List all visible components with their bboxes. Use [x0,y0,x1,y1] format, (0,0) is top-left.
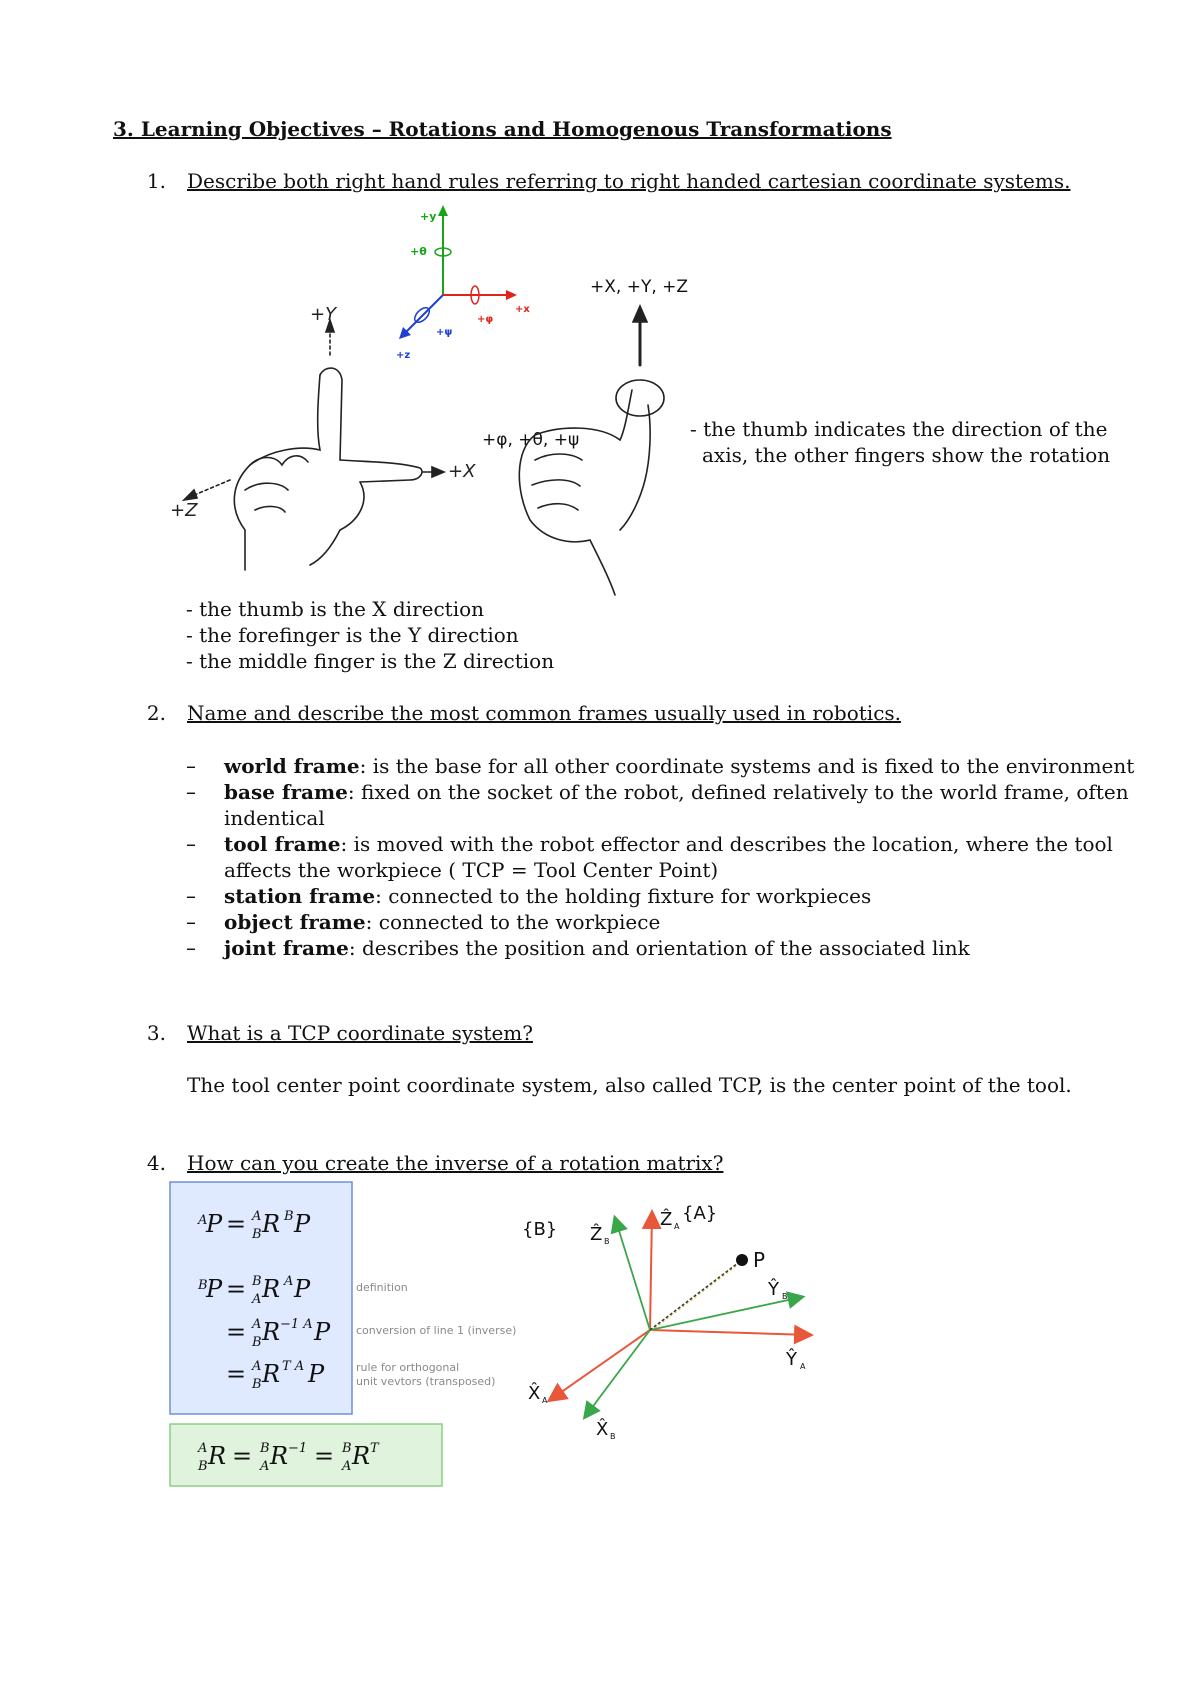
xb-label: X̂ [596,1419,609,1440]
left-hand-drawing [170,304,476,570]
frame-item-base: – base frame: fixed on the socket of the robot, defined relatively to the world frame, often indentical [186,780,1129,830]
svg-text:P: P [294,1210,311,1238]
left-hand-z-label: +Z [170,500,198,521]
xa-label: X̂ [528,1383,541,1404]
svg-text:A: A [284,1274,294,1289]
svg-text:R: R [262,1275,281,1303]
frame-desc-cont: indentical [224,806,325,830]
frame-desc: : connected to the workpiece [365,910,661,934]
svg-text:B: B [198,1278,208,1293]
svg-text:A: A [198,1441,208,1456]
svg-text:A: A [252,1359,262,1374]
frame-item-world: – world frame: is the base for all other coordinate systems and is fixed to the environment [186,754,1135,778]
svg-text:A: A [674,1222,680,1231]
svg-text:R: R [262,1210,281,1238]
svg-text:R: R [270,1442,289,1470]
axis-phi-label: +φ [477,314,494,325]
svg-text:A: A [252,1292,262,1307]
bullet-thumb: - the thumb is the X direction [186,597,485,621]
svg-text:P: P [314,1318,331,1346]
frame-term: base frame [224,780,348,804]
svg-text:−1 A: −1 A [280,1317,313,1332]
svg-text:R: R [208,1442,227,1470]
q2-number: 2. [146,701,166,725]
q4-number: 4. [146,1151,166,1175]
q4-question: How can you create the inverse of a rotation matrix? [187,1151,724,1175]
axis-x-label: +x [515,304,530,315]
svg-text:B: B [284,1209,294,1224]
svg-text:B: B [342,1441,352,1456]
point-p-dot [736,1254,748,1266]
za-label: Ẑ [660,1209,673,1230]
axis-y-label: +y [420,210,437,223]
svg-text:B: B [252,1335,262,1350]
q1-question: Describe both right hand rules referring to right handed cartesian coordinate systems. [187,169,1071,193]
svg-text:A: A [252,1317,262,1332]
svg-text:P: P [308,1360,325,1388]
svg-text:B: B [252,1227,262,1242]
svg-text:=: = [226,1275,247,1303]
frame-item-station: – station frame: connected to the holding fixture for workpieces [186,884,872,908]
svg-text:B: B [260,1441,270,1456]
frame-term: world frame [224,754,360,778]
frame-a-axes [550,1213,810,1400]
right-hand-rotation-label: +φ, +θ, +ψ [482,430,580,450]
q2-question: Name and describe the most common frames usually used in robotics. [187,701,902,725]
note-rule-1: rule for orthogonal [356,1361,460,1374]
formula-line-3 [226,1317,516,1350]
side-note-line-1: - the thumb indicates the direction of the [690,417,1108,441]
svg-text:B: B [252,1274,262,1289]
svg-text:=: = [314,1442,335,1470]
svg-text:T A: T A [282,1359,305,1374]
frame-a-label: {A} [682,1203,718,1224]
q1-number: 1. [146,169,166,193]
svg-text:B: B [782,1292,788,1301]
page-title: 3. Learning Objectives – Rotations and Homogenous Transformations [113,117,892,141]
left-hand-y-label: +Y [310,304,337,325]
svg-text:=: = [226,1360,247,1388]
svg-text:B: B [610,1432,616,1441]
svg-text:B: B [604,1237,610,1246]
svg-text:R: R [262,1360,281,1388]
formula-line-2 [197,1274,408,1307]
svg-text:P: P [206,1210,223,1238]
bullet-middle-finger: - the middle finger is the Z direction [186,649,555,673]
frame-desc-cont: affects the workpiece ( TCP = Tool Center Point) [224,858,719,882]
note-definition: definition [356,1281,408,1294]
frame-b-label: {B} [522,1219,558,1240]
frames-diagram [520,1185,850,1475]
frame-desc: : is moved with the robot effector and describes the location, where the tool [340,832,1113,856]
note-conversion: conversion of line 1 (inverse) [356,1324,517,1337]
svg-text:B: B [198,1459,208,1474]
svg-text:=: = [232,1442,253,1470]
svg-text:A: A [342,1459,352,1474]
q3-question: What is a TCP coordinate system? [187,1021,533,1045]
frame-term: tool frame [224,832,341,856]
right-hand-rule-figure [170,200,890,620]
frame-desc: : connected to the holding fixture for workpieces [375,884,872,908]
ya-label: Ŷ [786,1349,797,1370]
frame-desc: : fixed on the socket of the robot, defined relatively to the world frame, often [347,780,1129,804]
left-hand-x-label: +X [448,461,476,482]
svg-text:A: A [198,1213,208,1228]
frame-desc: : is the base for all other coordinate systems and is fixed to the environment [359,754,1135,778]
frame-desc: : describes the position and orientation of the associated link [348,936,970,960]
svg-text:−1: −1 [288,1441,308,1456]
note-rule-2: unit vevtors (transposed) [356,1375,496,1388]
svg-text:A: A [260,1459,270,1474]
formula-line-4 [226,1359,495,1392]
yb-label: Ŷ [768,1279,779,1300]
frame-item-joint: – joint frame: describes the position and orientation of the associated link [186,936,970,960]
svg-text:A: A [542,1396,548,1405]
svg-text:=: = [226,1210,247,1238]
bullet-forefinger: - the forefinger is the Y direction [186,623,519,647]
right-hand-axes-label: +X, +Y, +Z [590,277,689,297]
axis-z-label: +z [396,350,411,361]
frame-item-tool: – tool frame: is moved with the robot effector and describes the location, where the tool affects the workpiece ( TCP = Tool Center Point) [186,832,1113,882]
axis-psi-label: +ψ [436,327,453,338]
axes-triad [396,205,530,361]
svg-text:B: B [252,1377,262,1392]
frame-item-object: – object frame: connected to the workpiece [186,910,661,934]
point-p-label: P [753,1248,766,1272]
frame-b-axes [585,1218,802,1417]
rotation-inverse-formulas [168,1180,518,1510]
frame-term: station frame [224,884,376,908]
axis-theta-label: +θ [410,245,427,258]
side-note-line-2: axis, the other fingers show the rotation [702,443,1111,467]
svg-text:R: R [352,1442,371,1470]
svg-text:=: = [226,1318,247,1346]
svg-text:A: A [800,1362,806,1371]
frame-term: object frame [224,910,366,934]
frame-term: joint frame [224,936,349,960]
point-p [650,1248,765,1331]
frames-list [186,753,1146,961]
right-hand-drawing [482,277,688,595]
zb-label: Ẑ [590,1224,603,1245]
q3-answer: The tool center point coordinate system, also called TCP, is the center point of the tool. [187,1073,1072,1097]
svg-text:R: R [262,1318,281,1346]
svg-text:P: P [294,1275,311,1303]
svg-text:P: P [206,1275,223,1303]
svg-text:A: A [252,1209,262,1224]
q3-number: 3. [146,1021,166,1045]
svg-text:T: T [370,1441,379,1456]
